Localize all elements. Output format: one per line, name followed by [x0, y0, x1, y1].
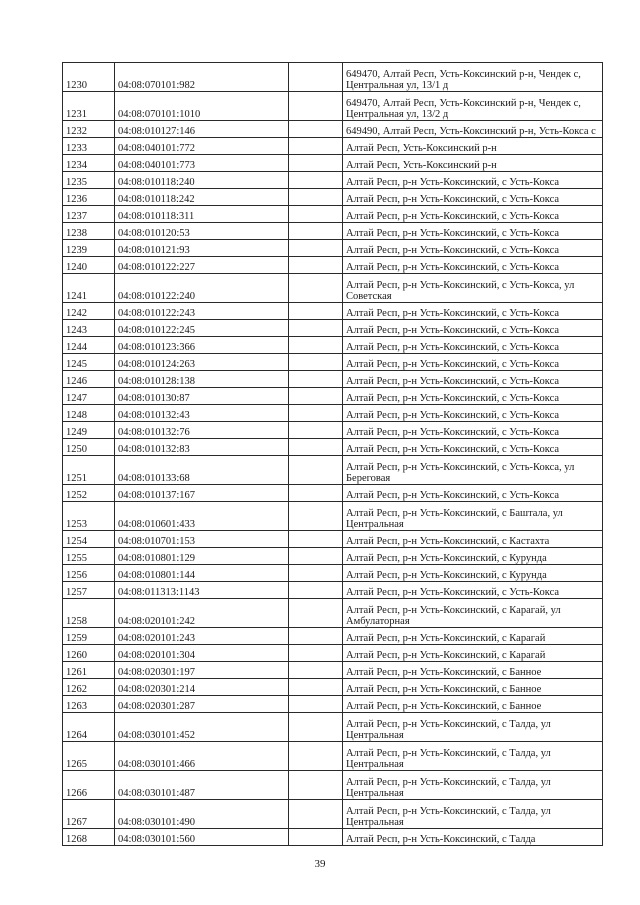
cadastral-number-cell: 04:08:020101:304	[115, 645, 289, 662]
address-cell: Алтай Респ, р-н Усть-Коксинский, с Усть-Кокса, ул Советская	[343, 274, 603, 303]
cadastral-number-cell: 04:08:010121:93	[115, 240, 289, 257]
table-row	[63, 456, 603, 485]
address-cell: Алтай Респ, р-н Усть-Коксинский, с Карагай, ул Амбулаторная	[343, 599, 603, 628]
row-number-cell: 1247	[63, 388, 115, 405]
row-number-cell: 1233	[63, 138, 115, 155]
address-cell: Алтай Респ, р-н Усть-Коксинский, с Усть-Кокса	[343, 371, 603, 388]
cadastral-number-cell: 04:08:010123:366	[115, 337, 289, 354]
cadastral-number-cell: 04:08:020101:243	[115, 628, 289, 645]
address-cell: Алтай Респ, р-н Усть-Коксинский, с Усть-Кокса	[343, 354, 603, 371]
cadastral-number-cell: 04:08:011313:1143	[115, 582, 289, 599]
table-row	[63, 662, 603, 679]
table-row	[63, 206, 603, 223]
cadastral-number-cell: 04:08:010127:146	[115, 121, 289, 138]
empty-cell	[289, 155, 343, 172]
address-cell: Алтай Респ, р-н Усть-Коксинский, с Усть-Кокса	[343, 405, 603, 422]
row-number-cell: 1263	[63, 696, 115, 713]
empty-cell	[289, 257, 343, 274]
cadastral-number-cell: 04:08:010128:138	[115, 371, 289, 388]
address-cell: Алтай Респ, р-н Усть-Коксинский, с Талда, ул Центральная	[343, 713, 603, 742]
empty-cell	[289, 63, 343, 92]
cadastral-number-cell: 04:08:010120:53	[115, 223, 289, 240]
address-cell: Алтай Респ, р-н Усть-Коксинский, с Кастахта	[343, 531, 603, 548]
empty-cell	[289, 456, 343, 485]
row-number-cell: 1236	[63, 189, 115, 206]
address-cell: Алтай Респ, р-н Усть-Коксинский, с Банное	[343, 679, 603, 696]
table-row	[63, 645, 603, 662]
row-number-cell: 1231	[63, 92, 115, 121]
table-row	[63, 531, 603, 548]
row-number-cell: 1241	[63, 274, 115, 303]
empty-cell	[289, 662, 343, 679]
table-row	[63, 628, 603, 645]
table-row	[63, 240, 603, 257]
address-cell: Алтай Респ, р-н Усть-Коксинский, с Курунда	[343, 548, 603, 565]
cadastral-number-cell: 04:08:070101:1010	[115, 92, 289, 121]
cadastral-number-cell: 04:08:030101:487	[115, 771, 289, 800]
empty-cell	[289, 388, 343, 405]
table-row	[63, 439, 603, 456]
empty-cell	[289, 371, 343, 388]
row-number-cell: 1239	[63, 240, 115, 257]
table-row	[63, 502, 603, 531]
address-cell: Алтай Респ, р-н Усть-Коксинский, с Усть-Кокса	[343, 172, 603, 189]
empty-cell	[289, 274, 343, 303]
table-row	[63, 320, 603, 337]
empty-cell	[289, 172, 343, 189]
cadastral-number-cell: 04:08:010118:311	[115, 206, 289, 223]
cadastral-number-cell: 04:08:040101:772	[115, 138, 289, 155]
cadastral-number-cell: 04:08:010122:243	[115, 303, 289, 320]
cadastral-number-cell: 04:08:010118:242	[115, 189, 289, 206]
table-row	[63, 274, 603, 303]
table-row	[63, 582, 603, 599]
row-number-cell: 1250	[63, 439, 115, 456]
table-row	[63, 257, 603, 274]
row-number-cell: 1234	[63, 155, 115, 172]
property-table-body	[63, 63, 603, 846]
address-cell: Алтай Респ, Усть-Коксинский р-н	[343, 155, 603, 172]
row-number-cell: 1240	[63, 257, 115, 274]
cadastral-number-cell: 04:08:030101:452	[115, 713, 289, 742]
address-cell: Алтай Респ, р-н Усть-Коксинский, с Усть-Кокса	[343, 206, 603, 223]
row-number-cell: 1230	[63, 63, 115, 92]
table-row	[63, 548, 603, 565]
empty-cell	[289, 138, 343, 155]
address-cell: Алтай Респ, р-н Усть-Коксинский, с Талда, ул Центральная	[343, 800, 603, 829]
row-number-cell: 1237	[63, 206, 115, 223]
table-row	[63, 742, 603, 771]
cadastral-number-cell: 04:08:010132:76	[115, 422, 289, 439]
row-number-cell: 1268	[63, 829, 115, 846]
row-number-cell: 1267	[63, 800, 115, 829]
cadastral-number-cell: 04:08:010801:129	[115, 548, 289, 565]
empty-cell	[289, 303, 343, 320]
row-number-cell: 1257	[63, 582, 115, 599]
table-row	[63, 371, 603, 388]
empty-cell	[289, 628, 343, 645]
cadastral-number-cell: 04:08:020301:287	[115, 696, 289, 713]
address-cell: Алтай Респ, р-н Усть-Коксинский, с Талда	[343, 829, 603, 846]
table-row	[63, 223, 603, 240]
table-row	[63, 771, 603, 800]
row-number-cell: 1264	[63, 713, 115, 742]
cadastral-number-cell: 04:08:030101:490	[115, 800, 289, 829]
cadastral-number-cell: 04:08:010701:153	[115, 531, 289, 548]
empty-cell	[289, 645, 343, 662]
empty-cell	[289, 422, 343, 439]
empty-cell	[289, 223, 343, 240]
cadastral-number-cell: 04:08:030101:560	[115, 829, 289, 846]
row-number-cell: 1245	[63, 354, 115, 371]
row-number-cell: 1262	[63, 679, 115, 696]
address-cell: Алтай Респ, р-н Усть-Коксинский, с Усть-Кокса	[343, 303, 603, 320]
cadastral-number-cell: 04:08:010122:245	[115, 320, 289, 337]
row-number-cell: 1242	[63, 303, 115, 320]
address-cell: Алтай Респ, р-н Усть-Коксинский, с Усть-Кокса	[343, 485, 603, 502]
address-cell: 649470, Алтай Респ, Усть-Коксинский р-н, Чендек с, Центральная ул, 13/2 д	[343, 92, 603, 121]
cadastral-number-cell: 04:08:030101:466	[115, 742, 289, 771]
row-number-cell: 1265	[63, 742, 115, 771]
table-row	[63, 713, 603, 742]
address-cell: Алтай Респ, р-н Усть-Коксинский, с Усть-Кокса	[343, 388, 603, 405]
table-row	[63, 172, 603, 189]
address-cell: Алтай Респ, р-н Усть-Коксинский, с Талда, ул Центральная	[343, 742, 603, 771]
empty-cell	[289, 565, 343, 582]
row-number-cell: 1258	[63, 599, 115, 628]
page-number: 39	[314, 858, 326, 870]
address-cell: Алтай Респ, р-н Усть-Коксинский, с Усть-Кокса	[343, 337, 603, 354]
address-cell: Алтай Респ, р-н Усть-Коксинский, с Карагай	[343, 628, 603, 645]
address-cell: Алтай Респ, р-н Усть-Коксинский, с Усть-Кокса	[343, 240, 603, 257]
table-row	[63, 138, 603, 155]
table-row	[63, 829, 603, 846]
cadastral-number-cell: 04:08:010124:263	[115, 354, 289, 371]
cadastral-number-cell: 04:08:010601:433	[115, 502, 289, 531]
cadastral-number-cell: 04:08:010133:68	[115, 456, 289, 485]
table-row	[63, 388, 603, 405]
empty-cell	[289, 354, 343, 371]
cadastral-number-cell: 04:08:010122:240	[115, 274, 289, 303]
address-cell: Алтай Респ, р-н Усть-Коксинский, с Усть-Кокса	[343, 320, 603, 337]
table-row	[63, 189, 603, 206]
empty-cell	[289, 599, 343, 628]
table-row	[63, 405, 603, 422]
row-number-cell: 1261	[63, 662, 115, 679]
table-row	[63, 303, 603, 320]
cadastral-number-cell: 04:08:010118:240	[115, 172, 289, 189]
row-number-cell: 1246	[63, 371, 115, 388]
table-row	[63, 565, 603, 582]
row-number-cell: 1254	[63, 531, 115, 548]
empty-cell	[289, 502, 343, 531]
empty-cell	[289, 439, 343, 456]
row-number-cell: 1256	[63, 565, 115, 582]
empty-cell	[289, 485, 343, 502]
empty-cell	[289, 829, 343, 846]
address-cell: 649470, Алтай Респ, Усть-Коксинский р-н, Чендек с, Центральная ул, 13/1 д	[343, 63, 603, 92]
row-number-cell: 1259	[63, 628, 115, 645]
row-number-cell: 1243	[63, 320, 115, 337]
empty-cell	[289, 240, 343, 257]
empty-cell	[289, 679, 343, 696]
property-table	[62, 62, 603, 846]
address-cell: Алтай Респ, р-н Усть-Коксинский, с Баштала, ул Центральная	[343, 502, 603, 531]
empty-cell	[289, 742, 343, 771]
table-row	[63, 599, 603, 628]
cadastral-number-cell: 04:08:010122:227	[115, 257, 289, 274]
address-cell: 649490, Алтай Респ, Усть-Коксинский р-н, Усть-Кокса с	[343, 121, 603, 138]
row-number-cell: 1266	[63, 771, 115, 800]
address-cell: Алтай Респ, р-н Усть-Коксинский, с Банное	[343, 662, 603, 679]
address-cell: Алтай Респ, р-н Усть-Коксинский, с Усть-Кокса	[343, 422, 603, 439]
row-number-cell: 1249	[63, 422, 115, 439]
empty-cell	[289, 189, 343, 206]
empty-cell	[289, 405, 343, 422]
table-row	[63, 155, 603, 172]
table-row	[63, 696, 603, 713]
row-number-cell: 1253	[63, 502, 115, 531]
cadastral-number-cell: 04:08:020301:214	[115, 679, 289, 696]
address-cell: Алтай Респ, р-н Усть-Коксинский, с Банное	[343, 696, 603, 713]
cadastral-number-cell: 04:08:020301:197	[115, 662, 289, 679]
cadastral-number-cell: 04:08:010132:43	[115, 405, 289, 422]
table-row	[63, 422, 603, 439]
row-number-cell: 1260	[63, 645, 115, 662]
row-number-cell: 1238	[63, 223, 115, 240]
row-number-cell: 1232	[63, 121, 115, 138]
address-cell: Алтай Респ, р-н Усть-Коксинский, с Усть-Кокса	[343, 439, 603, 456]
empty-cell	[289, 320, 343, 337]
row-number-cell: 1252	[63, 485, 115, 502]
table-row	[63, 354, 603, 371]
address-cell: Алтай Респ, р-н Усть-Коксинский, с Усть-Кокса	[343, 223, 603, 240]
address-cell: Алтай Респ, р-н Усть-Коксинский, с Усть-Кокса, ул Береговая	[343, 456, 603, 485]
empty-cell	[289, 121, 343, 138]
cadastral-number-cell: 04:08:070101:982	[115, 63, 289, 92]
row-number-cell: 1235	[63, 172, 115, 189]
empty-cell	[289, 206, 343, 223]
address-cell: Алтай Респ, р-н Усть-Коксинский, с Усть-Кокса	[343, 189, 603, 206]
address-cell: Алтай Респ, р-н Усть-Коксинский, с Курунда	[343, 565, 603, 582]
empty-cell	[289, 582, 343, 599]
row-number-cell: 1255	[63, 548, 115, 565]
empty-cell	[289, 92, 343, 121]
empty-cell	[289, 337, 343, 354]
empty-cell	[289, 713, 343, 742]
cadastral-number-cell: 04:08:010137:167	[115, 485, 289, 502]
empty-cell	[289, 696, 343, 713]
address-cell: Алтай Респ, р-н Усть-Коксинский, с Усть-Кокса	[343, 257, 603, 274]
empty-cell	[289, 771, 343, 800]
cadastral-number-cell: 04:08:010801:144	[115, 565, 289, 582]
table-row	[63, 800, 603, 829]
empty-cell	[289, 800, 343, 829]
cadastral-number-cell: 04:08:020101:242	[115, 599, 289, 628]
table-row	[63, 485, 603, 502]
address-cell: Алтай Респ, р-н Усть-Коксинский, с Усть-Кокса	[343, 582, 603, 599]
cadastral-number-cell: 04:08:010130:87	[115, 388, 289, 405]
table-row	[63, 92, 603, 121]
table-row	[63, 63, 603, 92]
empty-cell	[289, 548, 343, 565]
empty-cell	[289, 531, 343, 548]
cadastral-number-cell: 04:08:010132:83	[115, 439, 289, 456]
cadastral-number-cell: 04:08:040101:773	[115, 155, 289, 172]
address-cell: Алтай Респ, р-н Усть-Коксинский, с Талда, ул Центральная	[343, 771, 603, 800]
row-number-cell: 1248	[63, 405, 115, 422]
table-row	[63, 121, 603, 138]
row-number-cell: 1251	[63, 456, 115, 485]
address-cell: Алтай Респ, р-н Усть-Коксинский, с Карагай	[343, 645, 603, 662]
table-row	[63, 679, 603, 696]
table-row	[63, 337, 603, 354]
row-number-cell: 1244	[63, 337, 115, 354]
address-cell: Алтай Респ, Усть-Коксинский р-н	[343, 138, 603, 155]
